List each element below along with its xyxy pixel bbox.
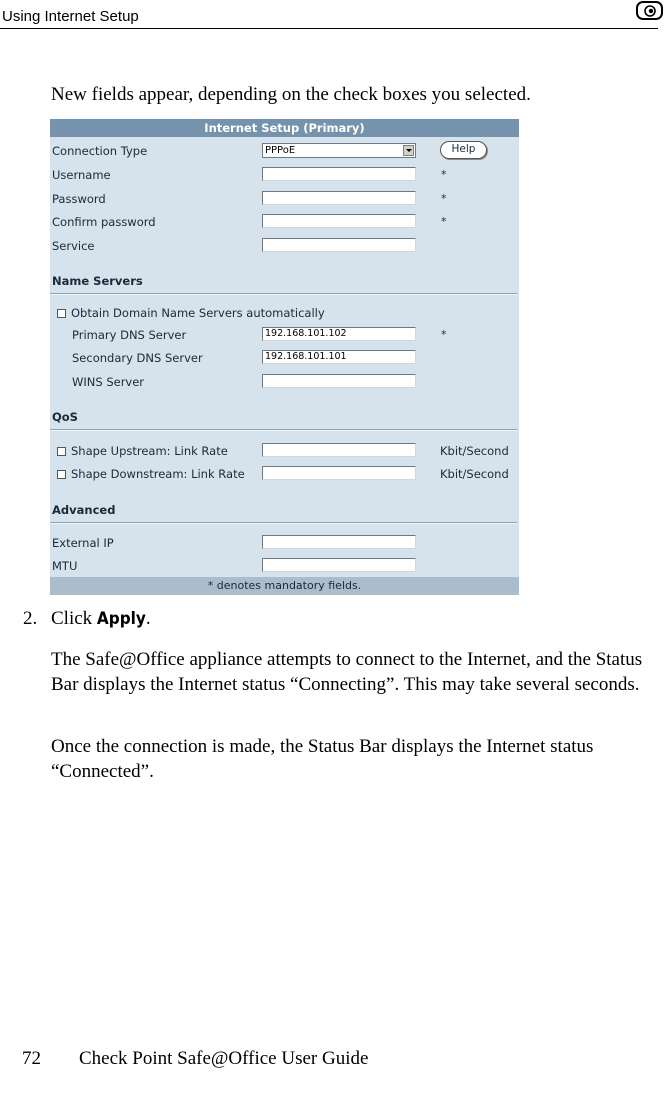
page-number: 72 — [22, 1048, 41, 1069]
external-ip-input[interactable] — [262, 535, 416, 549]
connecting-paragraph: The Safe@Office appliance attempts to connect to the Internet, and the Status Bar displays the Internet status “Connecting”. This may take several seconds. — [51, 649, 643, 695]
shape-downstream-label: Shape Downstream: Link Rate — [71, 467, 245, 481]
required-marker: * — [441, 168, 447, 181]
guide-title: Check Point Safe@Office User Guide — [79, 1048, 369, 1069]
wins-server-input[interactable] — [262, 374, 416, 388]
username-input[interactable] — [262, 167, 416, 181]
downstream-rate-input[interactable] — [262, 466, 416, 480]
intro-text: New fields appear, depending on the check boxes you selected. — [51, 84, 531, 105]
obtain-dns-label: Obtain Domain Name Servers automatically — [71, 306, 325, 320]
connection-type-select[interactable]: PPPoE — [262, 143, 416, 158]
section-divider — [50, 293, 517, 295]
header-divider — [0, 28, 658, 29]
panel-title: Internet Setup (Primary) — [50, 119, 519, 137]
obtain-dns-checkbox[interactable] — [57, 309, 66, 318]
advanced-heading: Advanced — [52, 503, 116, 517]
section-divider — [50, 429, 517, 431]
shape-upstream-label: Shape Upstream: Link Rate — [71, 444, 228, 458]
required-marker: * — [441, 215, 447, 228]
mtu-input[interactable] — [262, 558, 416, 572]
secondary-dns-label: Secondary DNS Server — [72, 351, 203, 365]
running-header: Using Internet Setup — [2, 8, 139, 25]
username-label: Username — [52, 168, 111, 182]
apply-keyword: Apply — [96, 609, 146, 629]
primary-dns-label: Primary DNS Server — [72, 328, 187, 342]
mandatory-note: * denotes mandatory fields. — [50, 577, 519, 595]
upstream-rate-input[interactable] — [262, 443, 416, 457]
shape-upstream-checkbox[interactable] — [57, 447, 66, 456]
help-button[interactable]: Help — [440, 141, 487, 159]
external-ip-label: External IP — [52, 536, 114, 550]
downstream-unit: Kbit/Second — [440, 467, 509, 481]
eye-icon — [636, 1, 663, 20]
required-marker: * — [441, 328, 447, 341]
step-instruction: Click Apply. — [51, 608, 151, 629]
service-input[interactable] — [262, 238, 416, 252]
service-label: Service — [52, 239, 95, 253]
password-input[interactable] — [262, 191, 416, 205]
wins-server-label: WINS Server — [72, 375, 145, 389]
qos-heading: QoS — [52, 410, 78, 424]
mtu-label: MTU — [52, 559, 78, 573]
connected-paragraph: Once the connection is made, the Status Bar displays the Internet status “Connected”. — [51, 736, 594, 782]
name-servers-heading: Name Servers — [52, 274, 143, 288]
secondary-dns-input[interactable]: 192.168.101.101 — [262, 350, 416, 364]
password-label: Password — [52, 192, 106, 206]
primary-dns-input[interactable]: 192.168.101.102 — [262, 327, 416, 341]
step-number: 2. — [23, 608, 38, 629]
required-marker: * — [441, 192, 447, 205]
upstream-unit: Kbit/Second — [440, 444, 509, 458]
section-divider — [50, 522, 517, 524]
confirm-password-label: Confirm password — [52, 215, 156, 229]
chevron-down-icon[interactable] — [403, 145, 414, 156]
connection-type-label: Connection Type — [52, 144, 148, 158]
confirm-password-input[interactable] — [262, 214, 416, 228]
shape-downstream-checkbox[interactable] — [57, 470, 66, 479]
internet-setup-panel — [50, 119, 519, 595]
